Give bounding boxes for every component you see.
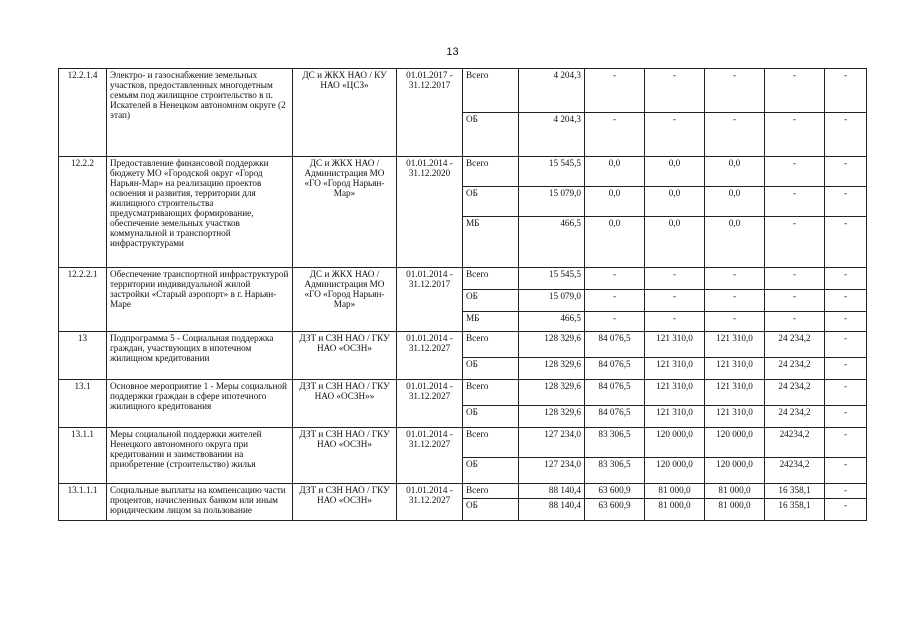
funding-source-cell: ОБ (463, 358, 519, 380)
year-value-cell: - (825, 217, 867, 268)
year-value-cell: 84 076,5 (585, 332, 645, 358)
year-value-cell: 16 358,1 (765, 499, 825, 521)
year-value-cell: - (705, 268, 765, 290)
year-value-cell: - (645, 290, 705, 312)
year-value-cell: - (645, 69, 705, 113)
code-cell: 12.2.1.4 (59, 69, 107, 157)
year-value-cell: 121 310,0 (645, 358, 705, 380)
total-value-cell: 15 545,5 (519, 268, 585, 290)
year-value-cell: 121 310,0 (645, 380, 705, 406)
year-value-cell: 0,0 (645, 217, 705, 268)
total-value-cell: 88 140,4 (519, 499, 585, 521)
year-value-cell: - (705, 312, 765, 332)
funding-source-cell: МБ (463, 217, 519, 268)
code-cell: 13.1 (59, 380, 107, 428)
year-value-cell: 120 000,0 (645, 428, 705, 458)
year-value-cell: - (825, 484, 867, 499)
funding-source-cell: ОБ (463, 499, 519, 521)
total-value-cell: 88 140,4 (519, 484, 585, 499)
year-value-cell: 0,0 (645, 157, 705, 187)
executor-cell: ДЗТ и СЗН НАО / ГКУ НАО «ОСЗН»» (293, 380, 397, 428)
total-value-cell: 128 329,6 (519, 380, 585, 406)
table-body (59, 69, 867, 521)
period-cell: 01.01.2014 - 31.12.2017 (397, 268, 463, 332)
name-cell: Обеспечение транспортной инфраструктурой территории индивидуальной жилой застройки «Старый аэропорт» в г. Нарьян-Маре (107, 268, 293, 332)
year-value-cell: 24 234,2 (765, 332, 825, 358)
funding-source-cell: ОБ (463, 290, 519, 312)
year-value-cell: - (645, 268, 705, 290)
year-value-cell: - (765, 187, 825, 217)
executor-cell: ДЗТ и СЗН НАО / ГКУ НАО «ОСЗН» (293, 484, 397, 521)
name-cell: Подпрограмма 5 - Социальная поддержка граждан, участвующих в ипотечном жилищном кредитовании (107, 332, 293, 380)
total-value-cell: 466,5 (519, 312, 585, 332)
period-cell: 01.01.2014 - 31.12.2027 (397, 428, 463, 484)
funding-source-cell: ОБ (463, 113, 519, 157)
year-value-cell: - (825, 499, 867, 521)
code-cell: 13.1.1 (59, 428, 107, 484)
table-row (59, 268, 867, 290)
period-cell: 01.01.2014 - 31.12.2027 (397, 380, 463, 428)
total-value-cell: 127 234,0 (519, 428, 585, 458)
period-cell: 01.01.2017 - 31.12.2017 (397, 69, 463, 157)
table-row (59, 332, 867, 358)
year-value-cell: - (705, 290, 765, 312)
year-value-cell: - (765, 157, 825, 187)
year-value-cell: - (585, 69, 645, 113)
period-cell: 01.01.2014 - 31.12.2027 (397, 484, 463, 521)
year-value-cell: 121 310,0 (645, 332, 705, 358)
funding-source-cell: Всего (463, 428, 519, 458)
year-value-cell: 24 234,2 (765, 380, 825, 406)
year-value-cell: 83 306,5 (585, 428, 645, 458)
year-value-cell: - (645, 113, 705, 157)
year-value-cell: 81 000,0 (645, 484, 705, 499)
funding-source-cell: ОБ (463, 187, 519, 217)
funding-source-cell: Всего (463, 380, 519, 406)
year-value-cell: - (705, 69, 765, 113)
executor-cell: ДЗТ и СЗН НАО / ГКУ НАО «ОСЗН» (293, 428, 397, 484)
code-cell: 12.2.2.1 (59, 268, 107, 332)
total-value-cell: 466,5 (519, 217, 585, 268)
year-value-cell: 0,0 (705, 187, 765, 217)
year-value-cell: - (825, 458, 867, 484)
page-number: 13 (446, 46, 459, 58)
total-value-cell: 15 545,5 (519, 157, 585, 187)
executor-cell: ДЗТ и СЗН НАО / ГКУ НАО «ОСЗН» (293, 332, 397, 380)
year-value-cell: 63 600,9 (585, 499, 645, 521)
executor-cell: ДС и ЖКХ НАО / Администрация МО «ГО «Город Нарьян-Мар» (293, 268, 397, 332)
year-value-cell: - (765, 290, 825, 312)
year-value-cell: - (825, 428, 867, 458)
year-value-cell: - (765, 69, 825, 113)
name-cell: Основное мероприятие 1 - Меры социальной поддержки граждан в сфере ипотечного жилищного кредитования (107, 380, 293, 428)
total-value-cell: 127 234,0 (519, 458, 585, 484)
year-value-cell: - (585, 290, 645, 312)
year-value-cell: 83 306,5 (585, 458, 645, 484)
year-value-cell: 81 000,0 (705, 484, 765, 499)
period-cell: 01.01.2014 - 31.12.2020 (397, 157, 463, 268)
name-cell: Меры социальной поддержки жителей Ненецкого автономного округа при кредитовании и заимствовании на приобретение (строительство) жилья (107, 428, 293, 484)
year-value-cell: - (825, 358, 867, 380)
year-value-cell: 120 000,0 (705, 458, 765, 484)
year-value-cell: 24234,2 (765, 428, 825, 458)
name-cell: Предоставление финансовой поддержки бюджету МО «Городской округ «Город Нарьян-Мар» на реализацию проектов освоения и развития, территории для жилищного строительства предусматривающих формирование, обеспечение земельных участков коммунальной и транспортной инфраструктурами (107, 157, 293, 268)
total-value-cell: 15 079,0 (519, 290, 585, 312)
funding-source-cell: МБ (463, 312, 519, 332)
year-value-cell: 121 310,0 (705, 406, 765, 428)
year-value-cell: - (705, 113, 765, 157)
year-value-cell: - (825, 113, 867, 157)
year-value-cell: 63 600,9 (585, 484, 645, 499)
year-value-cell: 121 310,0 (645, 406, 705, 428)
funding-source-cell: Всего (463, 268, 519, 290)
total-value-cell: 128 329,6 (519, 358, 585, 380)
total-value-cell: 128 329,6 (519, 406, 585, 428)
year-value-cell: 0,0 (705, 217, 765, 268)
code-cell: 12.2.2 (59, 157, 107, 268)
year-value-cell: - (765, 113, 825, 157)
year-value-cell: 120 000,0 (645, 458, 705, 484)
year-value-cell: - (825, 406, 867, 428)
name-cell: Электро- и газоснабжение земельных участков, предоставленных многодетным семьям под жилищное строительство в п. Искателей в Ненецком автономном округе (2 этап) (107, 69, 293, 157)
year-value-cell: 81 000,0 (645, 499, 705, 521)
year-value-cell: 0,0 (645, 187, 705, 217)
year-value-cell: 81 000,0 (705, 499, 765, 521)
year-value-cell: 120 000,0 (705, 428, 765, 458)
year-value-cell: - (825, 268, 867, 290)
funding-source-cell: ОБ (463, 458, 519, 484)
program-table (58, 68, 867, 521)
year-value-cell: - (825, 157, 867, 187)
year-value-cell: - (585, 312, 645, 332)
executor-cell: ДС и ЖКХ НАО / Администрация МО «ГО «Город Нарьян-Мар» (293, 157, 397, 268)
year-value-cell: 121 310,0 (705, 332, 765, 358)
year-value-cell: - (825, 69, 867, 113)
year-value-cell: 84 076,5 (585, 380, 645, 406)
year-value-cell: - (825, 332, 867, 358)
funding-source-cell: Всего (463, 157, 519, 187)
year-value-cell: - (825, 187, 867, 217)
table-row (59, 484, 867, 499)
year-value-cell: 121 310,0 (705, 358, 765, 380)
year-value-cell: 24 234,2 (765, 406, 825, 428)
table-row (59, 157, 867, 187)
executor-cell: ДС и ЖКХ НАО / КУ НАО «ЦСЗ» (293, 69, 397, 157)
year-value-cell: 121 310,0 (705, 380, 765, 406)
year-value-cell: 24234,2 (765, 458, 825, 484)
code-cell: 13.1.1.1 (59, 484, 107, 521)
total-value-cell: 4 204,3 (519, 113, 585, 157)
year-value-cell: - (825, 290, 867, 312)
funding-source-cell: Всего (463, 484, 519, 499)
year-value-cell: 84 076,5 (585, 358, 645, 380)
year-value-cell: - (585, 113, 645, 157)
total-value-cell: 15 079,0 (519, 187, 585, 217)
name-cell: Социальные выплаты на компенсацию части процентов, начисленных банком или иным юридическим лицом за пользование (107, 484, 293, 521)
year-value-cell: 0,0 (585, 187, 645, 217)
code-cell: 13 (59, 332, 107, 380)
year-value-cell: - (765, 268, 825, 290)
year-value-cell: - (825, 380, 867, 406)
funding-source-cell: ОБ (463, 406, 519, 428)
year-value-cell: 0,0 (585, 217, 645, 268)
year-value-cell: 16 358,1 (765, 484, 825, 499)
funding-source-cell: Всего (463, 332, 519, 358)
year-value-cell: - (825, 312, 867, 332)
year-value-cell: 24 234,2 (765, 358, 825, 380)
year-value-cell: - (585, 268, 645, 290)
funding-source-cell: Всего (463, 69, 519, 113)
table-row (59, 428, 867, 458)
table-row (59, 69, 867, 113)
period-cell: 01.01.2014 - 31.12.2027 (397, 332, 463, 380)
year-value-cell: 84 076,5 (585, 406, 645, 428)
year-value-cell: 0,0 (705, 157, 765, 187)
year-value-cell: - (765, 312, 825, 332)
table-row (59, 380, 867, 406)
year-value-cell: 0,0 (585, 157, 645, 187)
total-value-cell: 4 204,3 (519, 69, 585, 113)
total-value-cell: 128 329,6 (519, 332, 585, 358)
year-value-cell: - (645, 312, 705, 332)
year-value-cell: - (765, 217, 825, 268)
